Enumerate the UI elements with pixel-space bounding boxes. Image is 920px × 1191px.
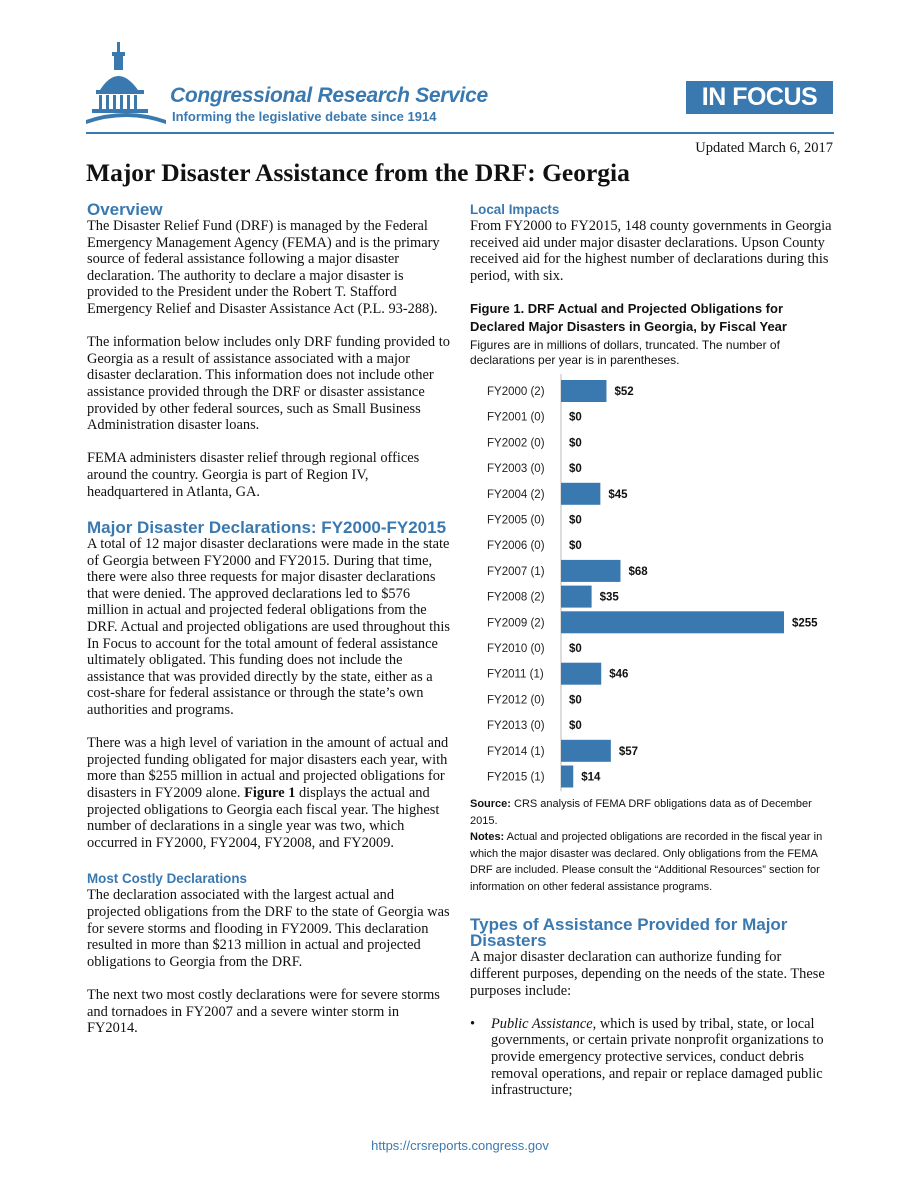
figure-note: Figures are in millions of dollars, truncated. The number of declarations per year is in parentheses. xyxy=(470,338,780,368)
category-label: FY2014 (1) xyxy=(487,746,545,759)
value-label: $0 xyxy=(569,694,582,707)
notes-text: Actual and projected obligations are recorded in the fiscal year in which the major disaster was declared. Only obligations from the FEMA DRF are included. Please consult the “Additional Resources” section for information on other federal assistance programs. xyxy=(470,831,823,893)
category-label: FY2000 (2) xyxy=(487,386,545,399)
value-label: $0 xyxy=(569,437,582,450)
figure-source xyxy=(470,796,833,829)
value-label: $255 xyxy=(792,617,818,630)
source-label: Source: xyxy=(470,798,511,811)
local-impacts-paragraph: From FY2000 to FY2015, 148 county governments in Georgia received aid under major disaster declarations. Upson County received aid for the highest number of declarations during this period, with six. xyxy=(470,218,832,284)
footer-url-link[interactable]: https://crsreports.congress.gov xyxy=(371,1138,549,1153)
value-label: $0 xyxy=(569,643,582,656)
value-label: $68 xyxy=(628,566,648,579)
notes-label: Notes: xyxy=(470,831,505,844)
declarations-paragraph-1: A total of 12 major disaster declarations were made in the state of Georgia between FY2000 and FY2015. During that time, there were also three requests for major disaster declarations that were denied. The approved declarations led to $576 million in actual and projected federal obligations from the DRF. Actual and projected obligations are used throughout this In Focus to account for the total amount of federal assistance ultimately obligated. This funding does not include the assistance that was provided directly by the state, either as a cost-share for federal assistance or through the state’s own authorities and programs. xyxy=(87,536,450,719)
costly-paragraph-2: The next two most costly declarations were for severe storms and tornadoes in FY2007 and a severe winter storm in FY2014. xyxy=(87,986,440,1037)
bar xyxy=(561,740,611,762)
public-assistance-text: , which is used by tribal, state, or local governments, or certain private nonprofit organizations to provide emergency protective services, conduct debris removal operations, and repair or replace damaged public infrastructure; xyxy=(491,1015,824,1099)
category-label: FY2011 (1) xyxy=(487,669,544,682)
declarations-heading: Major Disaster Declarations: FY2000-FY2015 xyxy=(87,518,447,538)
declarations-text-a: There was a high level of variation in the amount of actual and projected funding obligated for major disasters each year, with more than $255 million in actual and projected obligations for disasters in FY2009 alone. xyxy=(87,735,449,801)
category-label: FY2009 (2) xyxy=(487,617,545,630)
value-label: $45 xyxy=(608,489,628,502)
types-heading: Types of Assistance Provided for Major Disasters xyxy=(470,915,788,951)
costly-paragraph-1: The declaration associated with the largest actual and projected obligations from the DRF to the state of Georgia was for severe storms and flooding in FY2009. This declaration resulted in more than $213 million in actual and projected obligations to Georgia from the DRF. xyxy=(87,887,450,970)
value-label: $0 xyxy=(569,412,582,425)
category-label: FY2001 (0) xyxy=(487,412,545,425)
right-column xyxy=(470,202,833,1099)
header-rule xyxy=(86,132,834,134)
value-label: $35 xyxy=(599,591,619,604)
bar xyxy=(561,380,606,402)
declarations-paragraph-2 xyxy=(87,735,450,851)
overview-paragraph-2: The information below includes only DRF funding provided to Georgia as a result of assistance associated with a major disaster declaration. This information does not include other assistance provided through the DRF or disaster assistance provided by other federal sources, such as Small Business Administration disaster loans. xyxy=(87,334,450,434)
category-label: FY2010 (0) xyxy=(487,643,545,656)
local-impacts-heading: Local Impacts xyxy=(470,202,560,217)
list-item xyxy=(470,1016,833,1099)
bar xyxy=(561,612,784,634)
page-title: Major Disaster Assistance from the DRF: Georgia xyxy=(86,158,630,187)
category-label: FY2013 (0) xyxy=(487,720,545,733)
overview-paragraph-3: FEMA administers disaster relief through regional offices around the country. Georgia is part of Region IV, headquartered in Atlanta, GA. xyxy=(87,450,420,500)
category-label: FY2003 (0) xyxy=(487,463,545,476)
category-label: FY2002 (0) xyxy=(487,437,545,450)
assistance-list xyxy=(470,1016,833,1099)
value-label: $52 xyxy=(614,386,634,399)
category-label: FY2006 (0) xyxy=(487,540,545,553)
bar xyxy=(561,586,592,608)
figure-1-reference: Figure 1 xyxy=(244,785,296,801)
category-label: FY2005 (0) xyxy=(487,514,545,527)
value-label: $0 xyxy=(569,514,582,527)
capitol-dome-logo xyxy=(86,40,166,130)
value-label: $14 xyxy=(581,771,601,784)
bar xyxy=(561,766,573,788)
source-text: CRS analysis of FEMA DRF obligations data as of December 2015. xyxy=(470,798,812,827)
org-tagline: Informing the legislative debate since 1914 xyxy=(172,109,437,124)
overview-paragraph-1: The Disaster Relief Fund (DRF) is managed by the Federal Emergency Management Agency (FEMA) and is the primary source of federal assistance following a major disaster declaration. The authority to declare a major disaster is provided to the President under the Robert T. Stafford Emergency Relief and Disaster Assistance Act (P.L. 93-288). xyxy=(87,218,440,317)
overview-heading: Overview xyxy=(87,200,163,219)
figure-notes xyxy=(470,829,833,895)
public-assistance-term: Public Assistance xyxy=(491,1015,593,1032)
value-label: $0 xyxy=(569,540,582,553)
in-focus-badge: IN FOCUS xyxy=(686,81,833,114)
figure-title: Figure 1. DRF Actual and Projected Obligations for Declared Major Disasters in Georgia, by Fiscal Year xyxy=(470,301,787,335)
bar xyxy=(561,560,620,582)
obligations-bar-chart xyxy=(470,374,833,794)
category-label: FY2008 (2) xyxy=(487,591,545,604)
category-label: FY2007 (1) xyxy=(487,566,545,579)
category-label: FY2004 (2) xyxy=(487,489,545,502)
value-label: $0 xyxy=(569,720,582,733)
bar xyxy=(561,483,600,505)
value-label: $0 xyxy=(569,463,582,476)
updated-date: Updated March 6, 2017 xyxy=(695,140,833,156)
bar xyxy=(561,663,601,685)
org-name: Congressional Research Service xyxy=(170,84,488,107)
declarations-text-b: displays the actual and projected obligations to Georgia each fiscal year. The highest number of declarations in a single year was two, which occurred in FY2000, FY2004, FY2008, and FY2009. xyxy=(87,785,440,851)
value-label: $57 xyxy=(618,746,639,759)
left-column xyxy=(87,202,450,1037)
bullet-icon: • xyxy=(470,1015,476,1032)
category-label: FY2012 (0) xyxy=(487,694,545,707)
value-label: $46 xyxy=(609,669,629,682)
costly-heading: Most Costly Declarations xyxy=(87,871,247,887)
types-paragraph: A major disaster declaration can authorize funding for different purposes, depending on the needs of the state. These purposes include: xyxy=(470,949,825,999)
category-label: FY2015 (1) xyxy=(487,771,545,784)
